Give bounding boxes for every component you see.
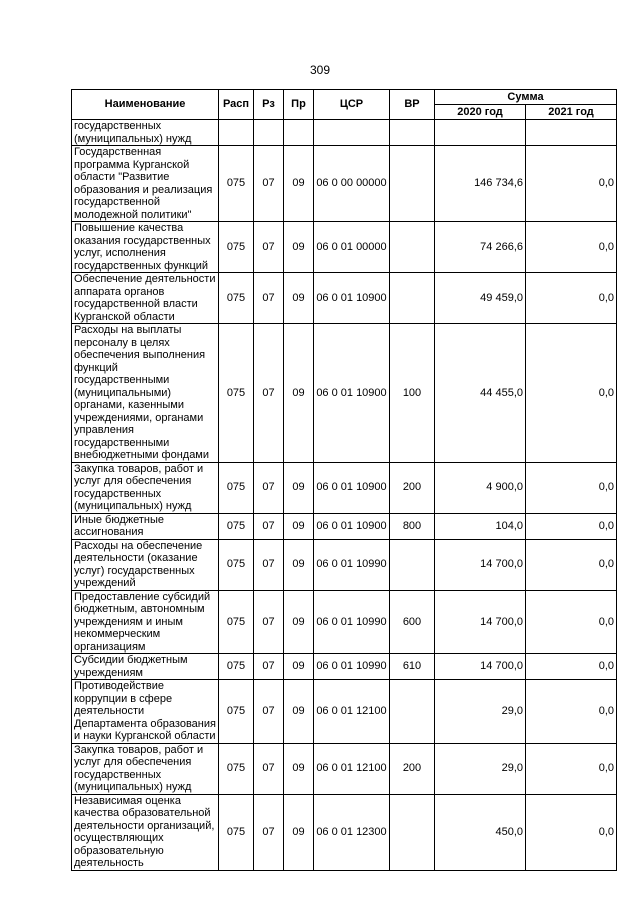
cell-csr: 06 0 01 12100 <box>314 743 390 794</box>
cell-name: Предоставление субсидий бюджетным, автономным учреждениям и иным некоммерческим организациям <box>72 590 219 654</box>
header-row <box>72 90 617 105</box>
page-number: 309 <box>309 63 331 77</box>
cell-vr: 100 <box>390 324 435 463</box>
cell-rasp: 075 <box>219 654 254 680</box>
header-2021: 2021 год <box>526 105 617 120</box>
table-row <box>72 743 617 794</box>
header-csr: ЦСР <box>314 90 390 120</box>
cell-pr: 09 <box>284 324 314 463</box>
cell-name: Расходы на выплаты персоналу в целях обеспечения выполнения функций государственными (муниципальными) органами, казенными учреждениями, органами управления государственными внебюджетными фондами <box>72 324 219 463</box>
header-name: Наименование <box>72 90 219 120</box>
cell-name: Закупка товаров, работ и услуг для обеспечения государственных (муниципальных) нужд <box>72 462 219 513</box>
cell-name: Противодействие коррупции в сфере деятельности Департамента образования и науки Курганской области <box>72 680 219 744</box>
table-row <box>72 324 617 463</box>
cell-sum-2020: 146 734,6 <box>435 146 526 222</box>
cell-pr <box>284 120 314 146</box>
cell-csr <box>314 120 390 146</box>
cell-rz: 07 <box>254 654 284 680</box>
table-row <box>72 462 617 513</box>
cell-rasp: 075 <box>219 513 254 539</box>
cell-name: Закупка товаров, работ и услуг для обеспечения государственных (муниципальных) нужд <box>72 743 219 794</box>
cell-pr: 09 <box>284 513 314 539</box>
cell-pr: 09 <box>284 146 314 222</box>
cell-vr <box>390 120 435 146</box>
cell-sum-2021: 0,0 <box>526 513 617 539</box>
cell-rasp: 075 <box>219 273 254 324</box>
table-row <box>72 222 617 273</box>
cell-rasp: 075 <box>219 794 254 870</box>
cell-rasp: 075 <box>219 462 254 513</box>
cell-pr: 09 <box>284 273 314 324</box>
cell-csr: 06 0 01 10990 <box>314 590 390 654</box>
cell-csr: 06 0 01 12100 <box>314 680 390 744</box>
cell-rz: 07 <box>254 462 284 513</box>
cell-sum-2020: 49 459,0 <box>435 273 526 324</box>
cell-pr: 09 <box>284 680 314 744</box>
cell-sum-2021: 0,0 <box>526 222 617 273</box>
cell-pr: 09 <box>284 590 314 654</box>
cell-rasp: 075 <box>219 680 254 744</box>
table-row <box>72 590 617 654</box>
cell-rasp: 075 <box>219 222 254 273</box>
cell-sum-2020: 14 700,0 <box>435 590 526 654</box>
cell-sum-2021: 0,0 <box>526 743 617 794</box>
header-vr: ВР <box>390 90 435 120</box>
cell-vr <box>390 539 435 590</box>
cell-rz: 07 <box>254 222 284 273</box>
cell-name: Государственная программа Курганской области "Развитие образования и реализация государственной молодежной политики" <box>72 146 219 222</box>
cell-sum-2021: 0,0 <box>526 654 617 680</box>
table-row <box>72 680 617 744</box>
table-row <box>72 146 617 222</box>
cell-sum-2020: 44 455,0 <box>435 324 526 463</box>
cell-csr: 06 0 01 10990 <box>314 654 390 680</box>
cell-pr: 09 <box>284 222 314 273</box>
cell-csr: 06 0 01 10900 <box>314 273 390 324</box>
cell-rz: 07 <box>254 146 284 222</box>
cell-csr: 06 0 01 10990 <box>314 539 390 590</box>
cell-csr: 06 0 01 00000 <box>314 222 390 273</box>
cell-name: Независимая оценка качества образовательной деятельности организаций, осуществляющих образовательную деятельность <box>72 794 219 870</box>
cell-sum-2021: 0,0 <box>526 324 617 463</box>
budget-table <box>71 89 617 871</box>
cell-rz: 07 <box>254 743 284 794</box>
cell-rz: 07 <box>254 324 284 463</box>
cell-vr: 800 <box>390 513 435 539</box>
cell-rasp: 075 <box>219 146 254 222</box>
cell-rasp: 075 <box>219 743 254 794</box>
cell-sum-2020 <box>435 120 526 146</box>
cell-vr <box>390 680 435 744</box>
cell-name: Субсидии бюджетным учреждениям <box>72 654 219 680</box>
cell-rz: 07 <box>254 680 284 744</box>
cell-vr <box>390 222 435 273</box>
cell-sum-2020: 4 900,0 <box>435 462 526 513</box>
cell-rasp: 075 <box>219 590 254 654</box>
cell-vr: 600 <box>390 590 435 654</box>
table-row <box>72 120 617 146</box>
header-pr: Пр <box>284 90 314 120</box>
cell-pr: 09 <box>284 654 314 680</box>
cell-sum-2021 <box>526 120 617 146</box>
table-body <box>72 120 617 871</box>
cell-csr: 06 0 00 00000 <box>314 146 390 222</box>
cell-csr: 06 0 01 10900 <box>314 513 390 539</box>
cell-rz: 07 <box>254 539 284 590</box>
cell-sum-2020: 29,0 <box>435 680 526 744</box>
cell-sum-2021: 0,0 <box>526 146 617 222</box>
cell-name: Иные бюджетные ассигнования <box>72 513 219 539</box>
cell-csr: 06 0 01 12300 <box>314 794 390 870</box>
cell-name: Расходы на обеспечение деятельности (оказание услуг) государственных учреждений <box>72 539 219 590</box>
cell-sum-2020: 14 700,0 <box>435 654 526 680</box>
cell-csr: 06 0 01 10900 <box>314 324 390 463</box>
cell-pr: 09 <box>284 539 314 590</box>
cell-sum-2020: 104,0 <box>435 513 526 539</box>
cell-sum-2021: 0,0 <box>526 273 617 324</box>
header-rz: Рз <box>254 90 284 120</box>
cell-pr: 09 <box>284 794 314 870</box>
cell-csr: 06 0 01 10900 <box>314 462 390 513</box>
cell-sum-2021: 0,0 <box>526 590 617 654</box>
cell-sum-2020: 74 266,6 <box>435 222 526 273</box>
cell-rz: 07 <box>254 590 284 654</box>
cell-rz: 07 <box>254 273 284 324</box>
cell-vr <box>390 273 435 324</box>
cell-sum-2021: 0,0 <box>526 539 617 590</box>
table-row <box>72 513 617 539</box>
cell-vr <box>390 146 435 222</box>
cell-rasp: 075 <box>219 539 254 590</box>
table-row <box>72 539 617 590</box>
cell-vr: 610 <box>390 654 435 680</box>
cell-vr: 200 <box>390 462 435 513</box>
cell-vr: 200 <box>390 743 435 794</box>
cell-sum-2020: 450,0 <box>435 794 526 870</box>
cell-sum-2020: 29,0 <box>435 743 526 794</box>
cell-rasp <box>219 120 254 146</box>
cell-vr <box>390 794 435 870</box>
cell-name: Повышение качества оказания государственных услуг, исполнения государственных функций <box>72 222 219 273</box>
cell-name: Обеспечение деятельности аппарата органов государственной власти Курганской области <box>72 273 219 324</box>
cell-rz: 07 <box>254 794 284 870</box>
header-2020: 2020 год <box>435 105 526 120</box>
header-sum: Сумма <box>435 90 617 105</box>
cell-rasp: 075 <box>219 324 254 463</box>
table-row <box>72 794 617 870</box>
cell-sum-2020: 14 700,0 <box>435 539 526 590</box>
cell-rz <box>254 120 284 146</box>
cell-sum-2021: 0,0 <box>526 794 617 870</box>
table-row <box>72 273 617 324</box>
cell-pr: 09 <box>284 743 314 794</box>
cell-sum-2021: 0,0 <box>526 462 617 513</box>
cell-sum-2021: 0,0 <box>526 680 617 744</box>
table-row <box>72 654 617 680</box>
header-rasp: Расп <box>219 90 254 120</box>
cell-name: государственных (муниципальных) нужд <box>72 120 219 146</box>
cell-rz: 07 <box>254 513 284 539</box>
cell-pr: 09 <box>284 462 314 513</box>
